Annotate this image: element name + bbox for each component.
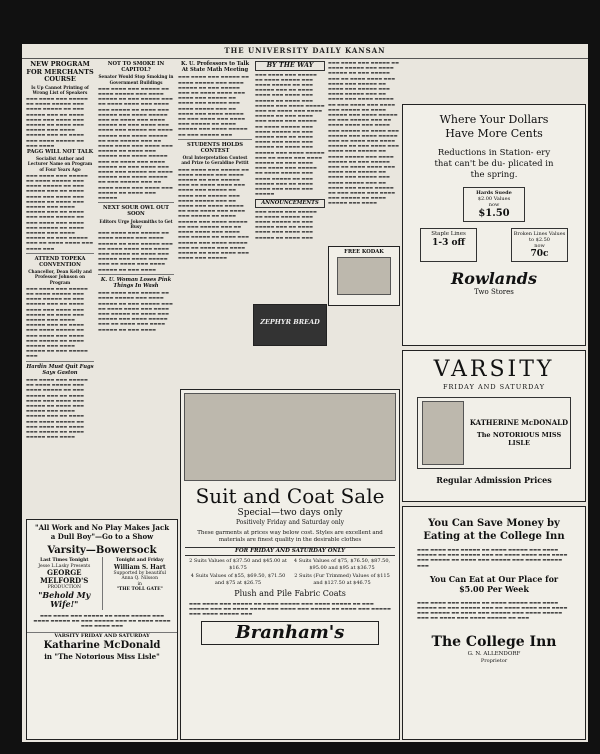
ad-body: ▬▬▬ ▬▬▬▬ ▬▬▬ ▬▬▬▬▬ ▬▬ ▬▬▬▬ ▬▬▬▬▬ ▬▬▬ ▬▬▬▬ ▬▬▬▬▬ ▬▬ ▬▬▬ ▬▬▬▬▬ ▬▬▬ ▬▬ ▬▬▬▬ ▬▬▬▬ ▬▬▬ ▬▬▬▬ ▬▬▬ (33, 612, 171, 628)
ad-body: ▬▬▬ ▬▬▬▬ ▬▬▬ ▬▬▬▬▬ ▬▬ ▬▬▬▬ ▬▬▬▬▬ ▬▬▬ ▬▬▬▬ ▬▬▬▬▬ ▬▬ ▬▬▬ ▬▬▬▬▬ ▬▬▬ ▬▬ ▬▬▬▬ ▬▬▬▬ ▬▬▬ ▬▬▬▬ ▬▬▬ ▬▬▬▬▬ ▬▬ ▬▬▬▬ ▬▬▬ ▬▬▬▬▬ ▬▬▬ ▬▬▬▬ ▬▬▬▬▬ ▬▬▬ ▬▬ ▬▬▬▬ ▬▬▬ ▬▬▬▬ ▬▬▬▬▬ ▬▬ ▬▬▬ (417, 599, 568, 621)
college-inn-ad (402, 506, 586, 740)
anna-nilsson: Anna Q. Nilsson (121, 576, 159, 581)
headline: NOT TO SMOKE IN CAPITOL? (107, 61, 165, 74)
actress-portrait (422, 401, 464, 465)
in-label: in (137, 581, 142, 587)
ad-headline: "All Work and No Play Makes Jack a Dull Boy"—Go to a Show (34, 523, 170, 541)
hards-was: $2.00 Values (477, 196, 511, 202)
column-2 (98, 60, 174, 560)
hards-label: Hards Suede (476, 190, 512, 196)
suit-coat-sale-ad (180, 389, 400, 740)
broken-now: now (534, 243, 545, 249)
article-body: ▬▬▬ ▬▬▬▬ ▬▬▬ ▬▬▬▬▬ ▬▬ ▬▬▬▬ ▬▬▬▬▬ ▬▬▬ ▬▬▬▬ ▬▬▬▬▬ ▬▬ ▬▬▬ ▬▬▬▬▬ ▬▬▬ ▬▬ ▬▬▬▬ ▬▬▬▬ ▬▬▬ ▬▬▬▬ ▬▬▬ ▬▬▬▬▬ ▬▬ ▬▬▬▬ ▬▬▬ ▬▬▬▬▬ ▬▬▬ ▬▬▬▬ ▬▬▬▬▬ ▬▬▬ ▬▬ ▬▬▬▬ ▬▬▬ ▬▬▬▬ ▬▬▬▬▬ ▬▬ ▬▬▬ ▬▬▬▬ ▬▬▬ ▬▬▬▬ ▬▬▬ ▬▬▬▬▬ ▬▬ ▬▬▬▬ ▬▬▬▬▬ ▬▬▬ ▬▬▬▬ ▬▬▬▬▬ ▬▬ ▬▬▬ ▬▬▬▬▬ ▬▬▬ ▬▬ ▬▬▬▬ ▬▬▬▬ ▬▬▬ ▬▬▬▬ ▬▬▬ ▬▬▬▬▬ ▬▬ ▬▬▬▬ ▬▬▬ ▬▬▬▬▬ ▬▬▬ ▬▬▬▬ ▬▬▬▬▬ ▬▬▬ ▬▬ ▬▬▬▬ ▬▬▬ ▬▬▬▬ ▬▬▬▬▬ ▬▬ ▬▬▬ ▬▬▬▬ ▬▬▬ ▬▬▬▬ ▬▬▬ ▬▬▬▬▬ ▬▬ ▬▬▬▬ ▬▬▬▬▬ ▬▬▬ ▬▬▬▬ ▬▬▬▬▬ ▬▬ ▬▬▬ ▬▬▬▬▬ ▬▬▬ ▬▬ ▬▬▬▬ ▬▬▬▬ ▬▬▬ ▬▬▬▬ ▬▬▬ ▬▬▬▬▬ ▬▬ ▬▬▬▬ ▬▬▬ ▬▬▬▬▬ ▬▬▬ ▬▬▬▬ ▬▬▬▬▬ ▬▬▬ ▬▬ ▬▬▬▬ ▬▬▬ ▬▬▬▬ ▬▬▬▬▬ ▬▬ ▬▬▬ ▬▬▬▬ ▬▬▬ ▬▬▬▬ ▬▬▬ ▬▬▬▬▬ ▬▬ ▬▬▬▬ ▬▬▬▬▬ ▬▬▬ ▬▬▬▬ (328, 60, 399, 206)
article-body: ▬▬▬ ▬▬▬▬ ▬▬▬ ▬▬▬▬▬ ▬▬ ▬▬▬▬ ▬▬▬▬▬ ▬▬▬ ▬▬▬▬ ▬▬▬▬▬ ▬▬ ▬▬▬ ▬▬▬▬▬ ▬▬▬ ▬▬ ▬▬▬▬ ▬▬▬▬ ▬▬▬ ▬▬▬▬ ▬▬▬ ▬▬▬▬▬ ▬▬ ▬▬▬▬ ▬▬▬ ▬▬▬▬▬ ▬▬▬ ▬▬▬▬ ▬▬▬▬▬ ▬▬▬ ▬▬ ▬▬▬▬ ▬▬▬ ▬▬▬▬ ▬▬▬▬▬ ▬▬ ▬▬▬ ▬▬▬▬ ▬▬▬ ▬▬▬▬ ▬▬▬ ▬▬▬▬▬ ▬▬ ▬▬▬▬ ▬▬▬▬▬ ▬▬▬ ▬▬▬▬ ▬▬▬▬▬ ▬▬ ▬▬▬ ▬▬▬▬▬ ▬▬▬ (178, 74, 249, 137)
subheadline: Senator Would Stop Smoking in Government Buildings (98, 74, 174, 85)
fashion-illustration (184, 393, 396, 481)
sale-sub: Special—two days only (237, 508, 343, 518)
varsity-poster (417, 397, 571, 469)
price-boxes (403, 228, 585, 262)
hards-price: $1.50 (478, 208, 510, 219)
staple-box (420, 228, 477, 262)
college-inn-name: The College Inn (431, 633, 557, 650)
article-body: ▬▬▬ ▬▬▬▬ ▬▬▬ ▬▬▬▬▬ ▬▬ ▬▬▬▬ ▬▬▬▬▬ ▬▬▬ ▬▬▬▬ ▬▬▬▬▬ ▬▬ ▬▬▬ ▬▬▬▬▬ ▬▬▬ ▬▬ ▬▬▬▬ ▬▬▬▬ ▬▬▬ ▬▬▬▬ ▬▬▬ ▬▬▬▬▬ ▬▬ ▬▬▬▬ ▬▬▬ ▬▬▬▬▬ ▬▬▬ ▬▬▬▬ ▬▬▬▬▬ ▬▬▬ ▬▬ ▬▬▬▬ ▬▬▬ ▬▬▬▬ ▬▬▬▬▬ ▬▬ ▬▬▬ ▬▬▬▬ (26, 95, 88, 148)
toll-gate: "THE TOLL GATE" (116, 587, 163, 592)
varsity-ad (402, 350, 586, 502)
mcdonald: Katharine McDonald (43, 640, 161, 652)
broken-label: Broken Lines Values to $2.50 (513, 231, 566, 243)
headline: PAGG WILL NOT TALK (26, 148, 94, 155)
ad-body: ▬▬▬ ▬▬▬▬ ▬▬▬ ▬▬▬▬▬ ▬▬ ▬▬▬▬ ▬▬▬▬▬ ▬▬▬ ▬▬▬▬ ▬▬▬▬▬ ▬▬ ▬▬▬ ▬▬▬▬▬ ▬▬▬ ▬▬ ▬▬▬▬ ▬▬▬▬ ▬▬▬ ▬▬▬▬ ▬▬▬ ▬▬▬▬▬ ▬▬ ▬▬▬▬ ▬▬▬ ▬▬▬▬▬ ▬▬▬ ▬▬▬▬ ▬▬▬▬▬ ▬▬▬ (189, 601, 391, 617)
production: PRODUCTION (47, 585, 81, 590)
article-body: ▬▬▬ ▬▬▬▬ ▬▬▬ ▬▬▬▬▬ ▬▬ ▬▬▬▬ ▬▬▬▬▬ ▬▬▬ ▬▬▬▬ ▬▬▬▬▬ ▬▬ ▬▬▬ ▬▬▬▬▬ ▬▬▬ ▬▬ ▬▬▬▬ ▬▬▬▬ ▬▬▬ ▬▬▬▬ ▬▬▬ ▬▬▬▬▬ ▬▬ ▬▬▬▬ ▬▬▬ (255, 208, 317, 240)
ad-headline: You Can Save Money by Eating at the College Inn (423, 518, 565, 542)
section-header: BY THE WAY (255, 61, 325, 71)
film-title: The NOTORIOUS MISS LISLE (476, 431, 562, 447)
bowersock-ad (26, 519, 178, 740)
newspaper-page (22, 44, 588, 742)
sale-item: 2 Suits (Fur Trimmed) Values of $115 and $127.50 at $46.75 (294, 573, 390, 586)
headline: K. U. Woman Loses Pink Things In Wash (100, 276, 172, 289)
staple-label: Staple Lines (431, 231, 466, 237)
ad-line: Where Your Dollars (439, 113, 549, 126)
section-header: ANNOUNCEMENTS (255, 199, 325, 207)
headline: STUDENTS HOLDS CONTEST (186, 141, 244, 155)
sale-title: Suit and Coat Sale (195, 484, 385, 508)
plush-title: Plush and Pile Fabric Coats (234, 589, 346, 598)
article-body: ▬▬▬ ▬▬▬▬ ▬▬▬ ▬▬▬▬▬ ▬▬ ▬▬▬▬ ▬▬▬▬▬ ▬▬▬ ▬▬▬▬ ▬▬▬▬▬ ▬▬ ▬▬▬ ▬▬▬▬▬ ▬▬▬ ▬▬ ▬▬▬▬ ▬▬▬▬ ▬▬▬ ▬▬▬▬ ▬▬▬ ▬▬▬▬▬ ▬▬ ▬▬▬▬ ▬▬▬ ▬▬▬▬▬ ▬▬▬ ▬▬▬▬ ▬▬▬▬▬ ▬▬▬ ▬▬ ▬▬▬▬ ▬▬▬ ▬▬▬▬ ▬▬▬▬▬ ▬▬ ▬▬▬ ▬▬▬▬ (98, 230, 173, 272)
zephyr-bread-ad (253, 304, 327, 346)
column-1 (26, 60, 94, 560)
varsity-days: VARSITY FRIDAY AND SATURDAY (27, 632, 177, 640)
sale-item: 4 Suits Values of $75, $76.50, $87.50, $95.00 and $95 at $36.75 (293, 558, 391, 571)
sale-item: 2 Suits Values of $37.50 and $45.00 at $16.75 (189, 558, 287, 571)
article-body: ▬▬▬ ▬▬▬▬ ▬▬▬ ▬▬▬▬▬ ▬▬ ▬▬▬▬ ▬▬▬▬▬ ▬▬▬ ▬▬▬▬ ▬▬▬▬▬ ▬▬ ▬▬▬ ▬▬▬▬▬ ▬▬▬ ▬▬ ▬▬▬▬ ▬▬▬▬ ▬▬▬ ▬▬▬▬ ▬▬▬ ▬▬▬▬▬ ▬▬ ▬▬▬▬ ▬▬▬ ▬▬▬▬▬ ▬▬▬ ▬▬▬▬ ▬▬▬▬▬ ▬▬▬ ▬▬ ▬▬▬▬ ▬▬▬ ▬▬▬▬ ▬▬▬▬▬ ▬▬ ▬▬▬ ▬▬▬▬ ▬▬▬ ▬▬▬▬ ▬▬▬ ▬▬▬▬▬ ▬▬ ▬▬▬▬ ▬▬▬▬▬ ▬▬▬ ▬▬▬▬ (26, 377, 88, 440)
kodak-ad (328, 246, 400, 306)
varsity-days: FRIDAY AND SATURDAY (442, 383, 546, 391)
subheadline: Is Up Cannot Printing of Wrong List of Speakers (31, 84, 89, 95)
staple-off: 1-3 off (432, 238, 465, 248)
broken-box (511, 228, 568, 262)
shows-row (27, 557, 177, 610)
ad-body: ▬▬▬ ▬▬▬▬ ▬▬▬ ▬▬▬▬▬ ▬▬ ▬▬▬▬ ▬▬▬▬▬ ▬▬▬ ▬▬▬▬ ▬▬▬▬▬ ▬▬ ▬▬▬ ▬▬▬▬▬ ▬▬▬ ▬▬ ▬▬▬▬ ▬▬▬▬ ▬▬▬ ▬▬▬▬ ▬▬▬ ▬▬▬▬▬ ▬▬ ▬▬▬▬ ▬▬▬ ▬▬▬▬▬ ▬▬▬ ▬▬▬▬ ▬▬▬▬▬ ▬▬▬ (417, 547, 568, 568)
column-3 (178, 60, 252, 360)
ad-line: Have More Cents (445, 127, 543, 140)
ad-title: FREE KODAK (344, 249, 384, 255)
hards-now: now (488, 202, 500, 208)
sale-grid (187, 558, 393, 586)
ad-title: ZEPHYR BREAD (260, 318, 320, 326)
last-times: Last Times Tonight (40, 558, 89, 563)
article-body: ▬▬▬ ▬▬▬▬ ▬▬▬ ▬▬▬▬▬ ▬▬ ▬▬▬▬ ▬▬▬▬▬ ▬▬▬ ▬▬▬▬ ▬▬▬▬▬ ▬▬ ▬▬▬ ▬▬▬▬▬ ▬▬▬ ▬▬ ▬▬▬▬ ▬▬▬▬ ▬▬▬ ▬▬▬▬ ▬▬▬ ▬▬▬▬▬ ▬▬ ▬▬▬▬ ▬▬▬ ▬▬▬▬▬ ▬▬▬ ▬▬▬▬ ▬▬▬▬▬ ▬▬▬ ▬▬ ▬▬▬▬ ▬▬▬ ▬▬▬▬ ▬▬▬▬▬ ▬▬ ▬▬▬ ▬▬▬▬ ▬▬▬ ▬▬▬▬ ▬▬▬ ▬▬▬▬▬ ▬▬ ▬▬▬▬ ▬▬▬▬▬ ▬▬▬ ▬▬▬▬ ▬▬▬▬▬ ▬▬ ▬▬▬ ▬▬▬▬▬ ▬▬▬ ▬▬ ▬▬▬▬ ▬▬▬▬ ▬▬▬ ▬▬▬▬ ▬▬▬ ▬▬▬▬▬ ▬▬ ▬▬▬▬ ▬▬▬ ▬▬▬▬▬ ▬▬▬ ▬▬▬▬ ▬▬▬▬▬ ▬▬▬ ▬▬ ▬▬▬▬ ▬▬▬ ▬▬▬▬ ▬▬▬▬▬ ▬▬ ▬▬▬ ▬▬▬▬ ▬▬▬ ▬▬▬▬ ▬▬▬ ▬▬▬▬▬ ▬▬ ▬▬▬▬ ▬▬▬▬▬ ▬▬▬ ▬▬▬▬ ▬▬▬▬▬ ▬▬ ▬▬▬ ▬▬▬▬▬ ▬▬▬ ▬▬ ▬▬▬▬ ▬▬▬▬ ▬▬▬ ▬▬▬▬ ▬▬▬ ▬▬▬▬▬ (255, 71, 325, 197)
ad-subheadline: You Can Eat at Our Place for $5.00 Per Week (429, 573, 559, 594)
column-5 (328, 60, 400, 360)
william-hart: William S. Hart (113, 563, 166, 571)
subheadline: Socialist Author and Lecturer Name on Program of Four Years Ago (27, 156, 93, 172)
sale-item: 4 Suits Values of $55, $69.50, $71.50 and $75 at $26.75 (190, 573, 286, 586)
sale-desc: These garments at prices way below cost. Styles are excellent and materials are finest quality in the desirable clothes (197, 530, 383, 543)
proprietor: G. N. ALLENDORF (467, 650, 521, 657)
star-name: KATHERINE McDONALD (469, 418, 569, 427)
article-body: ▬▬▬ ▬▬▬▬ ▬▬▬ ▬▬▬▬▬ ▬▬ ▬▬▬▬ ▬▬▬▬▬ ▬▬▬ ▬▬▬▬ ▬▬▬▬▬ ▬▬ ▬▬▬ ▬▬▬▬▬ ▬▬▬ ▬▬ ▬▬▬▬ ▬▬▬▬ ▬▬▬ ▬▬▬▬ ▬▬▬ ▬▬▬▬▬ ▬▬ ▬▬▬▬ ▬▬▬ ▬▬▬▬▬ ▬▬▬ ▬▬▬▬ ▬▬▬▬▬ ▬▬▬ ▬▬ ▬▬▬▬ ▬▬▬ ▬▬▬▬ ▬▬▬▬▬ ▬▬ ▬▬▬ ▬▬▬▬ ▬▬▬ ▬▬▬▬ ▬▬▬ ▬▬▬▬▬ ▬▬ ▬▬▬▬ ▬▬▬▬▬ ▬▬▬ ▬▬▬▬ ▬▬▬▬▬ ▬▬ ▬▬▬ ▬▬▬▬▬ ▬▬▬ (26, 285, 88, 359)
subheadline: Oral Interpretation Contest and Prize to Geraldine Pettit (181, 155, 249, 166)
headline: Hardin Must Quit Fugs Says Gaston (26, 363, 94, 376)
behold-my-wife: "Behold My Wife!" (38, 589, 91, 609)
subheadline: Chancellor, Dean Kelly and Professor Johnson on Program (28, 269, 92, 285)
varsity-title: VARSITY (433, 357, 555, 382)
rowlands-logo: Rowlands (450, 269, 537, 288)
headline: NEXT SOUR OWL OUT SOON (103, 205, 169, 218)
headline: NEW PROGRAM FOR MERCHANTS COURSE (26, 60, 94, 83)
proprietor-title: Proprietor (480, 657, 508, 664)
headline: ATTEND TOPEKA CONVENTION (34, 255, 86, 268)
rowlands-ad (402, 104, 586, 346)
tonight-friday: Tonight and Friday (115, 558, 164, 563)
melford: GEORGE MELFORD'S (40, 568, 89, 585)
kodak-illustration (337, 257, 391, 295)
admission-prices: Regular Admission Prices (436, 475, 552, 485)
article-body: ▬▬▬ ▬▬▬▬ ▬▬▬ ▬▬▬▬▬ ▬▬ ▬▬▬▬ ▬▬▬▬▬ ▬▬▬ ▬▬▬▬ ▬▬▬▬▬ ▬▬ ▬▬▬ ▬▬▬▬▬ ▬▬▬ ▬▬ ▬▬▬▬ ▬▬▬▬ ▬▬▬ ▬▬▬▬ ▬▬▬ ▬▬▬▬▬ ▬▬ ▬▬▬▬ ▬▬▬ ▬▬▬▬▬ ▬▬▬ ▬▬▬▬ ▬▬▬▬▬ ▬▬▬ ▬▬ ▬▬▬▬ ▬▬▬ ▬▬▬▬ ▬▬▬▬▬ ▬▬ ▬▬▬ ▬▬▬▬ (98, 290, 173, 332)
hards-suede-box (463, 187, 525, 222)
ad-title: Varsity—Bowersock (47, 545, 157, 556)
rowlands-stores: Two Stores (474, 288, 514, 296)
notorious: in "The Notorious Miss Lisle" (44, 652, 160, 662)
ad-body: Reductions in Station- ery that can't be du- plicated in the spring. (434, 148, 554, 180)
sale-sub2: Positively Friday and Saturday only (235, 519, 345, 526)
article-body: ▬▬▬ ▬▬▬▬ ▬▬▬ ▬▬▬▬▬ ▬▬ ▬▬▬▬ ▬▬▬▬▬ ▬▬▬ ▬▬▬▬ ▬▬▬▬▬ ▬▬ ▬▬▬ ▬▬▬▬▬ ▬▬▬ ▬▬ ▬▬▬▬ ▬▬▬▬ ▬▬▬ ▬▬▬▬ ▬▬▬ ▬▬▬▬▬ ▬▬ ▬▬▬▬ ▬▬▬ ▬▬▬▬▬ ▬▬▬ ▬▬▬▬ ▬▬▬▬▬ ▬▬▬ ▬▬ ▬▬▬▬ ▬▬▬ ▬▬▬▬ ▬▬▬▬▬ ▬▬ ▬▬▬ ▬▬▬▬ ▬▬▬ ▬▬▬▬ ▬▬▬ ▬▬▬▬▬ ▬▬ ▬▬▬▬ ▬▬▬▬▬ ▬▬▬ ▬▬▬▬ ▬▬▬▬▬ ▬▬ ▬▬▬ ▬▬▬▬▬ ▬▬▬ ▬▬ ▬▬▬▬ ▬▬▬▬ ▬▬▬ ▬▬▬▬ ▬▬▬ (26, 172, 94, 251)
branhams-logo: Branham's (201, 621, 379, 645)
broken-price: 70c (530, 249, 549, 259)
lasky: Jesse L.Lasky Presents (38, 563, 91, 569)
subheadline: Editors Urge Jokesmiths to Get Busy (99, 218, 173, 229)
supported-by: Supported by beautiful (113, 570, 167, 576)
article-body: ▬▬▬ ▬▬▬▬ ▬▬▬ ▬▬▬▬▬ ▬▬ ▬▬▬▬ ▬▬▬▬▬ ▬▬▬ ▬▬▬▬ ▬▬▬▬▬ ▬▬ ▬▬▬ ▬▬▬▬▬ ▬▬▬ ▬▬ ▬▬▬▬ ▬▬▬▬ ▬▬▬ ▬▬▬▬ ▬▬▬ ▬▬▬▬▬ ▬▬ ▬▬▬▬ ▬▬▬ ▬▬▬▬▬ ▬▬▬ ▬▬▬▬ ▬▬▬▬▬ ▬▬▬ ▬▬ ▬▬▬▬ ▬▬▬ ▬▬▬▬ ▬▬▬▬▬ ▬▬ ▬▬▬ ▬▬▬▬ ▬▬▬ ▬▬▬▬ ▬▬▬ ▬▬▬▬▬ ▬▬ ▬▬▬▬ ▬▬▬▬▬ ▬▬▬ ▬▬▬▬ ▬▬▬▬▬ ▬▬ ▬▬▬ ▬▬▬▬▬ ▬▬▬ ▬▬ ▬▬▬▬ ▬▬▬▬ ▬▬▬ ▬▬▬▬ ▬▬▬ ▬▬▬▬▬ ▬▬ ▬▬▬▬ ▬▬▬ ▬▬▬▬▬ ▬▬▬ ▬▬▬▬ ▬▬▬▬▬ ▬▬▬ ▬▬ ▬▬▬▬ ▬▬▬ ▬▬▬▬ ▬▬▬▬▬ ▬▬ ▬▬▬ ▬▬▬▬ ▬▬▬ ▬▬▬▬ ▬▬▬ ▬▬▬▬▬ (178, 166, 249, 261)
sale-bar: FOR FRIDAY AND SATURDAY ONLY (185, 547, 395, 556)
article-body: ▬▬▬ ▬▬▬▬ ▬▬▬ ▬▬▬▬▬ ▬▬ ▬▬▬▬ ▬▬▬▬▬ ▬▬▬ ▬▬▬▬ ▬▬▬▬▬ ▬▬ ▬▬▬ ▬▬▬▬▬ ▬▬▬ ▬▬ ▬▬▬▬ ▬▬▬▬ ▬▬▬ ▬▬▬▬ ▬▬▬ ▬▬▬▬▬ ▬▬ ▬▬▬▬ ▬▬▬ ▬▬▬▬▬ ▬▬▬ ▬▬▬▬ ▬▬▬▬▬ ▬▬▬ ▬▬ ▬▬▬▬ ▬▬▬ ▬▬▬▬ ▬▬▬▬▬ ▬▬ ▬▬▬ ▬▬▬▬ ▬▬▬ ▬▬▬▬ ▬▬▬ ▬▬▬▬▬ ▬▬ ▬▬▬▬ ▬▬▬▬▬ ▬▬▬ ▬▬▬▬ ▬▬▬▬▬ ▬▬ ▬▬▬ ▬▬▬▬▬ ▬▬▬ ▬▬ ▬▬▬▬ ▬▬▬▬ ▬▬▬ ▬▬▬▬ ▬▬▬ ▬▬▬▬▬ ▬▬ ▬▬▬▬ ▬▬▬ ▬▬▬▬▬ ▬▬▬ ▬▬▬▬ ▬▬▬▬▬ ▬▬▬ ▬▬ ▬▬▬▬ ▬▬▬ ▬▬▬▬ ▬▬▬▬▬ ▬▬ ▬▬▬ ▬▬▬▬ ▬▬▬ ▬▬▬▬ ▬▬▬ ▬▬▬▬▬ ▬▬ ▬▬▬▬ ▬▬▬▬▬ ▬▬▬ ▬▬▬▬ ▬▬▬▬▬ ▬▬ ▬▬▬ ▬▬▬▬▬ ▬▬▬ ▬▬ ▬▬▬▬ ▬▬▬▬ ▬▬▬ ▬▬▬▬ ▬▬▬ ▬▬▬▬▬ ▬▬ ▬▬▬▬ ▬▬▬ ▬▬▬▬▬ (98, 85, 173, 201)
headline: K. U. Professors to Talk At State Math Meeting (180, 61, 250, 74)
masthead-title: THE UNIVERSITY DAILY KANSAN (22, 44, 588, 59)
